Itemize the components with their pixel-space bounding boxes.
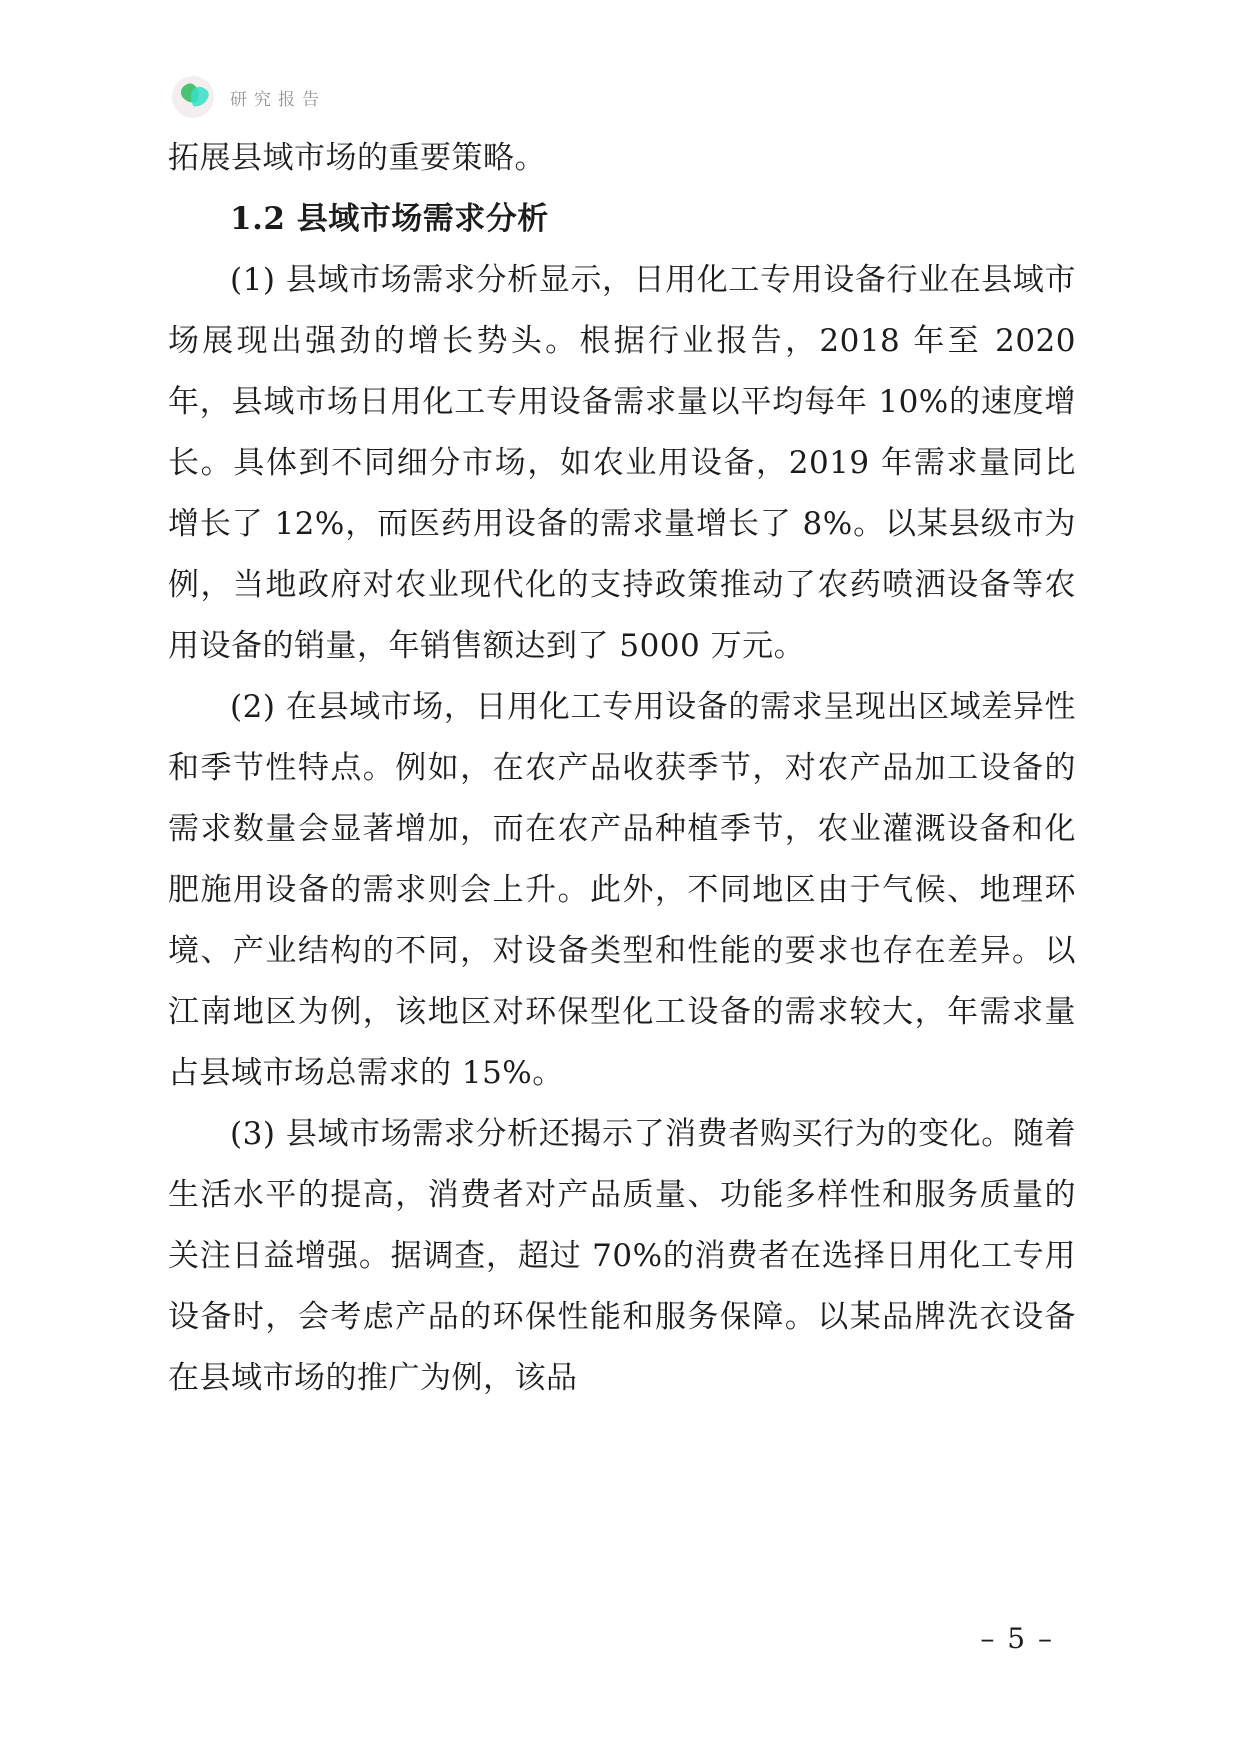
paragraph-2: (2) 在县域市场，日用化工专用设备的需求呈现出区域差异性和季节性特点。例如，在农产品收获季节，对农产品加工设备的需求数量会显著增加，而在农产品种植季节，农业灌溉设备和化肥施用设备的需求则会上升。此外，不同地区由于气候、地理环境、产业结构的不同，对设备类型和性能的要求也存在差异。以江南地区为例，该地区对环保型化工设备的需求较大，年需求量占县域市场总需求的 15%。 (168, 689, 1076, 1091)
report-header (172, 76, 326, 118)
document-body (168, 128, 1076, 1409)
logo-leaves-icon (172, 76, 214, 118)
page-footer (980, 1622, 1054, 1656)
page-number: – 5 – (980, 1622, 1054, 1655)
intro-line: 拓展县域市场的重要策略。 (168, 140, 546, 176)
logo-text: 研究报告 (230, 89, 326, 110)
paragraph-1: (1) 县域市场需求分析显示，日用化工专用设备行业在县域市场展现出强劲的增长势头。根据行业报告，2018 年至 2020 年，县域市场日用化工专用设备需求量以平均每年 10%的速度增长。具体到不同细分市场，如农业用设备，2019 年需求量同比增长了 12%，而医药用设备的需求量增长了 8%。以某县级市为例，当地政府对农业现代化的支持政策推动了农药喷洒设备等农用设备的销量，年销售额达到了 5000 万元。 (168, 262, 1076, 664)
section-heading: 1.2 县域市场需求分析 (230, 201, 549, 237)
paragraph-3: (3) 县域市场需求分析还揭示了消费者购买行为的变化。随着生活水平的提高，消费者对产品质量、功能多样性和服务质量的关注日益增强。据调查，超过 70%的消费者在选择日用化工专用设备时，会考虑产品的环保性能和服务保障。以某品牌洗衣设备在县域市场的推广为例，该品 (168, 1116, 1076, 1396)
